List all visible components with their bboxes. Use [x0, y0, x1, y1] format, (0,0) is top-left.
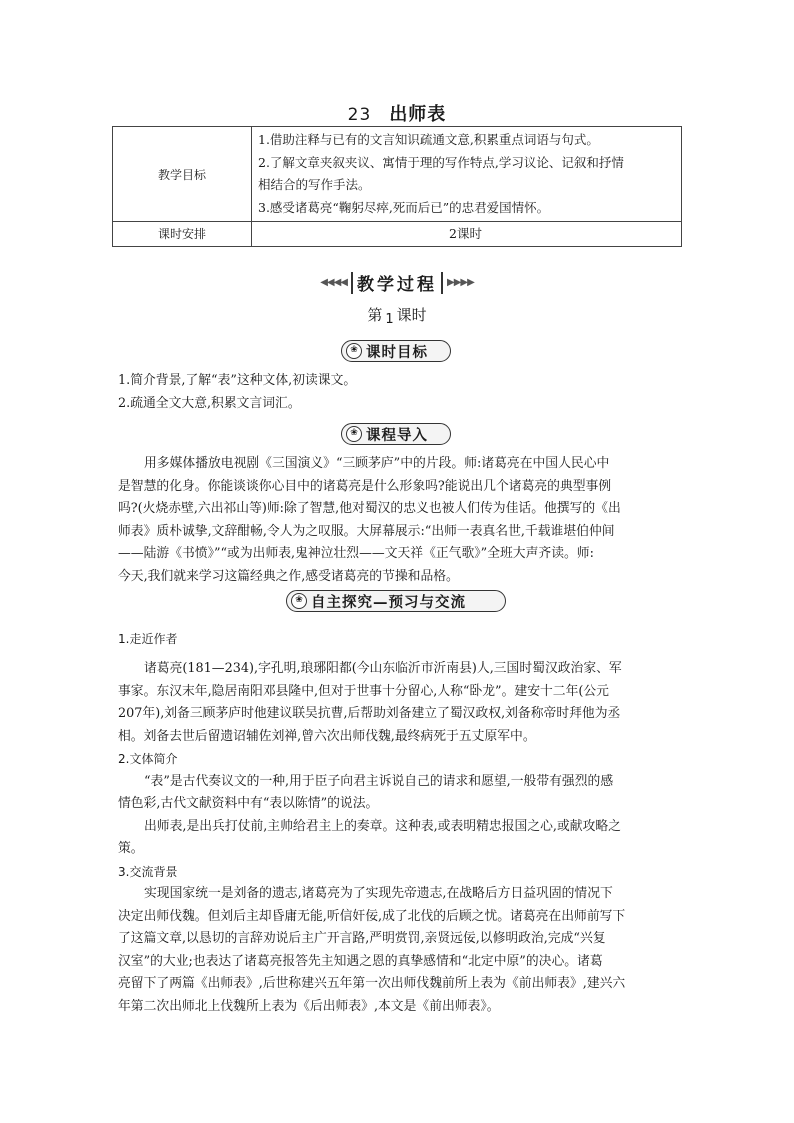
- schedule-label: 课时安排: [113, 222, 252, 247]
- section-badge-self-study: [286, 590, 506, 612]
- divider: [441, 272, 443, 294]
- text-line: 了这篇文章,以恳切的言辞劝说后主广开言路,严明赏罚,亲贤远佞,以修明政治,完成“兴复: [118, 931, 606, 946]
- table-row: [113, 127, 682, 222]
- text-line: 事家。东汉末年,隐居南阳邓县隆中,但对于世事十分留心,人称“卧龙”。建安十二年(公元: [118, 683, 609, 699]
- text-line: 出师表,是出兵打仗前,主帅给君主上的奏章。这种表,或表明精忠报国之心,或献攻略之: [144, 818, 621, 834]
- process-title: [0, 270, 794, 295]
- table-row: [113, 222, 682, 247]
- lesson-goals-list: [118, 370, 684, 415]
- lesson-title: [0, 100, 794, 126]
- badge-label: 课程导入: [366, 427, 428, 444]
- text-line: “表”是古代奏议文的一种,用于臣子向君主诉说自己的请求和愿望,一般带有强烈的感: [144, 773, 614, 789]
- text-line: 207年),刘备三顾茅庐时他建议联吴抗曹,后帮助刘备建立了蜀汉政权,刘备称帝时拜他为丞: [118, 706, 621, 721]
- text-line: 亮留下了两篇《出师表》,后世称建兴五年第一次出师伐魏前所上表为《前出师表》,建兴六: [118, 976, 626, 991]
- badge-label: 课时目标: [366, 344, 428, 361]
- author-paragraph: [118, 658, 684, 1018]
- goal-item: 3.感受诸葛亮“鞠躬尽瘁,死而后已”的忠君爱国情怀。: [258, 199, 550, 215]
- text-line: 年第二次出师北上伐魏所上表为《后出师表》,本文是《前出师表》。: [118, 998, 500, 1014]
- text-line: 相。刘备去世后留遗诏辅佐刘禅,曾六次出师伐魏,最终病死于五丈原军中。: [118, 728, 536, 744]
- text-line: 诸葛亮(181—234),字孔明,琅琊阳都(今山东临沂市沂南县)人,三国时蜀汉政治家、军: [144, 661, 622, 676]
- divider: [351, 272, 353, 294]
- section-badge-intro: [341, 423, 451, 445]
- list-item: 1.简介背景,了解“表”这种文体,初读课文。: [118, 373, 357, 388]
- lesson-name: 出师表: [389, 104, 447, 125]
- text-line: 师表》质朴诚挚,文辞酣畅,令人为之叹服。大屏幕展示:“出师一表真名世,千载谁堪伯仲间: [118, 523, 615, 539]
- period-heading: [0, 304, 794, 327]
- text-line: 汉室”的大业;也表达了诸葛亮报答先主知遇之恩的真挚感情和“北定中原”的决心。诸葛: [118, 953, 603, 969]
- goal-item: 2.了解文章夹叙夹议、寓情于理的写作特点,学习议论、记叙和抒情: [258, 154, 624, 170]
- process-title-text: 教学过程: [357, 275, 437, 295]
- subheading: 1.走近作者: [118, 632, 178, 646]
- goals-content: [252, 127, 682, 222]
- section-badge-goals: [341, 340, 451, 362]
- lesson-number: 23: [347, 105, 372, 125]
- book-icon: ❀: [346, 343, 362, 359]
- schedule-value: 2课时: [252, 222, 682, 247]
- text-line: 吗?(火烧赤壁,六出祁山等)师:除了智慧,他对蜀汉的忠义也被人们传为佳话。他撰写的《出: [118, 501, 621, 516]
- text-line: 是智慧的化身。你能谈谈你心目中的诸葛亮是什么形象吗?能说出几个诸葛亮的典型事例: [118, 478, 612, 494]
- goal-item: 相结合的写作手法。: [258, 177, 371, 192]
- period-suffix: 课时: [396, 306, 427, 324]
- goal-item: 1.借助注释与已有的文言知识疏通文意,积累重点词语与句式。: [258, 132, 599, 147]
- book-icon: ❀: [291, 593, 307, 609]
- text-line: 今天,我们就来学习这篇经典之作,感受诸葛亮的节操和品格。: [118, 568, 459, 584]
- right-arrows-icon: ▶▶▶▶: [447, 277, 474, 288]
- period-prefix: 第: [367, 306, 383, 324]
- subheading: 2.文体简介: [118, 752, 178, 766]
- course-intro-paragraph: [118, 453, 684, 588]
- text-line: 用多媒体播放电视剧《三国演义》“三顾茅庐”中的片段。师:诸葛亮在中国人民心中: [144, 456, 610, 471]
- text-line: 策。: [118, 841, 144, 856]
- period-number: 1: [385, 312, 394, 327]
- teaching-goals-table: [112, 126, 682, 247]
- list-item: 2.疏通全文大意,积累文言词汇。: [118, 395, 301, 411]
- text-line: 实现国家统一是刘备的遗志,诸葛亮为了实现先帝遗志,在战略后方日益巩固的情况下: [144, 886, 613, 901]
- left-arrows-icon: ◀◀◀◀: [320, 277, 347, 288]
- badge-label: 自主探究—预习与交流: [311, 594, 466, 611]
- text-line: 情色彩,古代文献资料中有“表以陈情”的说法。: [118, 796, 379, 811]
- goals-label: 教学目标: [113, 127, 252, 222]
- text-line: ——陆游《书愤》”“或为出师表,鬼神泣壮烈——文天祥《正气歌》”全班大声齐读。师:: [118, 546, 594, 561]
- subheading: 3.交流背景: [118, 864, 178, 879]
- subheading-author: [118, 628, 684, 651]
- book-icon: ❀: [346, 426, 362, 442]
- text-line: 决定出师伐魏。但刘后主却昏庸无能,听信奸佞,成了北伐的后顾之忧。诸葛亮在出师前写下: [118, 908, 626, 924]
